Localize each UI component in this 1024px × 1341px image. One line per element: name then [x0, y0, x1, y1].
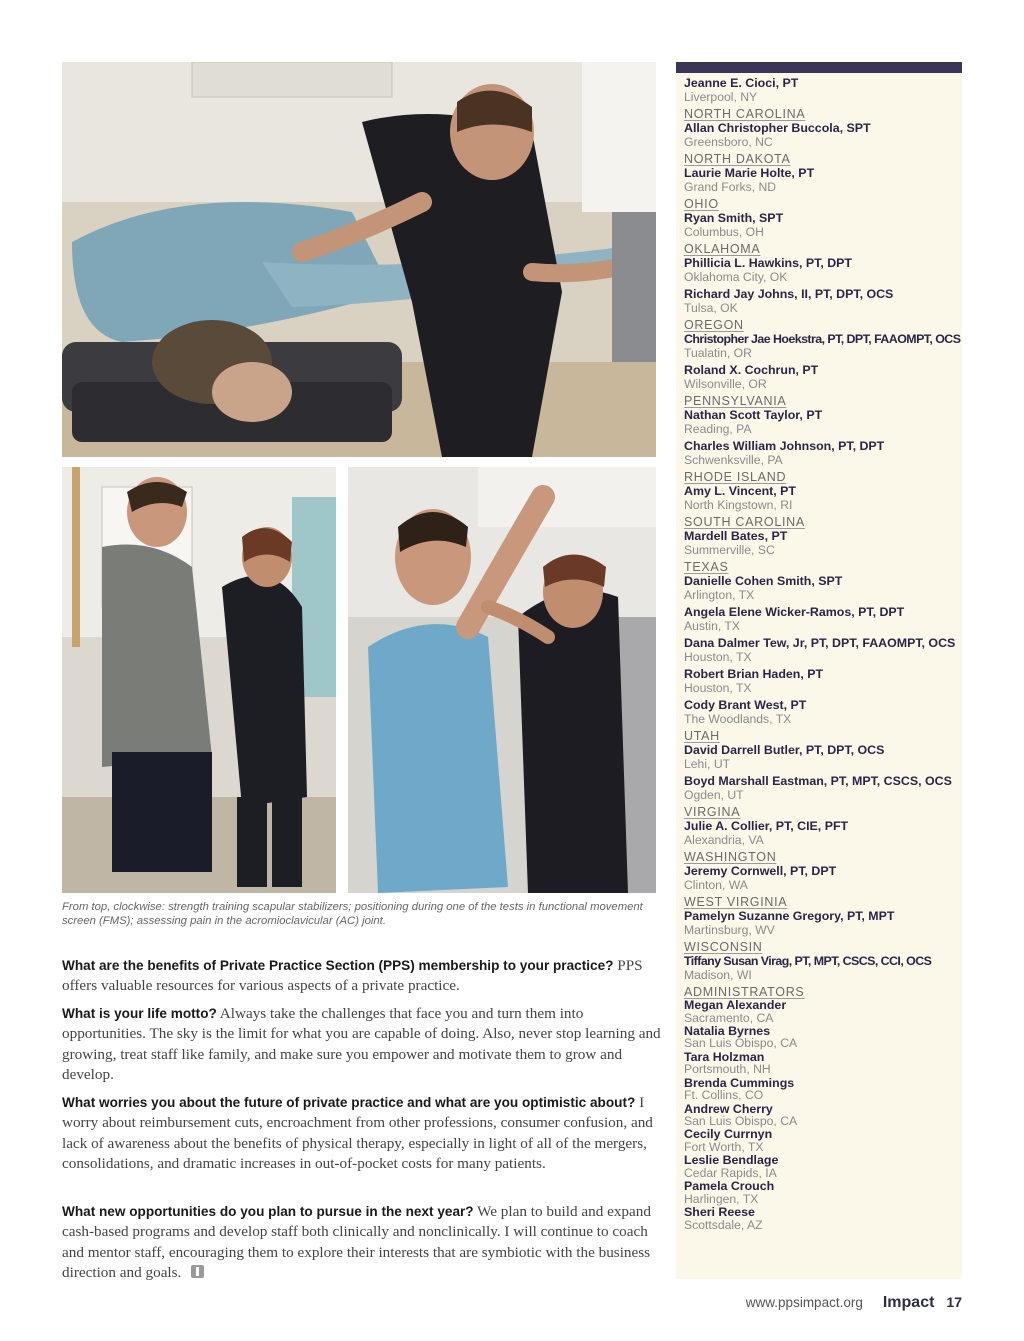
member-name: Jeremy Cornwell, PT, DPT	[684, 864, 837, 878]
state-heading: OKLAHOMA	[684, 242, 761, 256]
state-heading: OHIO	[684, 197, 719, 211]
magazine-name: Impact	[882, 1294, 935, 1311]
member-location: North Kingstown, RI	[684, 498, 793, 512]
member-name: Laurie Marie Holte, PT	[684, 166, 815, 180]
photo-caption: From top, clockwise: strength training scapular stabilizers; positioning during one of the tests in functional movement screen (FMS); assessing pain in the acromioclavicular (AC) joint.	[62, 901, 643, 927]
administrator-name: Megan Alexander	[684, 998, 787, 1012]
member-location: Madison, WI	[684, 968, 752, 982]
member-location: The Woodlands, TX	[684, 712, 792, 726]
photo-bottom-left-image	[62, 467, 336, 893]
administrators-list	[684, 999, 962, 1232]
qa-item-3	[62, 1093, 662, 1174]
state-heading: OREGON	[684, 318, 744, 332]
member-name: Angela Elene Wicker-Ramos, PT, DPT	[684, 605, 905, 619]
member-location: Oklahoma City, OK	[684, 270, 788, 284]
qa-answer: We plan to build and expand cash-based programs and develop staff both clinically and nonclinically. I will continue to coach and mentor staff, encouraging them to explore their interests that are symbiotic with the business direction and goals.	[62, 1203, 651, 1281]
member-name: Richard Jay Johns, II, PT, DPT, OCS	[684, 287, 894, 301]
administrator-name: Pamela Crouch	[684, 1179, 775, 1194]
state-group	[684, 895, 962, 937]
administrator-location: Ft. Collins, CO	[684, 1088, 764, 1103]
member-location: Liverpool, NY	[684, 90, 758, 104]
state-group	[684, 394, 962, 467]
member-name: Boyd Marshall Eastman, PT, MPT, CSCS, OCS	[684, 774, 952, 788]
member-location: Columbus, OH	[684, 225, 764, 239]
member-location: Tualatin, OR	[684, 346, 752, 360]
member-location: Arlington, TX	[684, 588, 755, 602]
state-heading: NORTH CAROLINA	[684, 107, 806, 121]
administrator-location: Scottsdale, AZ	[684, 1217, 763, 1232]
photo-top	[62, 62, 656, 457]
administrator-location: Cedar Rapids, IA	[684, 1165, 777, 1180]
member-location: Lehi, UT	[684, 757, 731, 771]
state-group	[684, 107, 962, 149]
state-group	[684, 152, 962, 194]
qa-question: What are the benefits of Private Practice Section (PPS) membership to your practice?	[62, 958, 614, 973]
member-location: Clinton, WA	[684, 878, 748, 892]
member-location: Grand Forks, ND	[684, 180, 777, 194]
state-heading: PENNSYLVANIA	[684, 394, 787, 408]
member-location: Wilsonville, OR	[684, 377, 767, 391]
state-heading: ADMINISTRATORS	[684, 985, 805, 999]
member-location: Austin, TX	[684, 619, 740, 633]
qa-answer: PPS offers valuable resources for various aspects of a private practice.	[62, 957, 643, 995]
qa-item-4	[62, 1202, 662, 1283]
member-location: Martinsburg, WV	[684, 923, 775, 937]
state-group	[684, 560, 962, 726]
page-number: 17	[946, 1294, 962, 1310]
member-location: Houston, TX	[684, 650, 752, 664]
member-name: Christopher Jae Hoekstra, PT, DPT, FAAOMPT, OCS	[684, 332, 961, 346]
member-name: Ryan Smith, SPT	[684, 211, 784, 225]
sidebar-accent-bar	[676, 62, 962, 73]
member-location: Summerville, SC	[684, 543, 775, 557]
members-sidebar	[676, 62, 962, 1279]
member-name: Jeanne E. Cioci, PT	[684, 76, 799, 90]
state-heading: VIRGINA	[684, 805, 741, 819]
administrator-location: Portsmouth, NH	[684, 1062, 771, 1077]
member-name: David Darrell Butler, PT, DPT, OCS	[684, 743, 885, 757]
photo-bottom-right	[348, 467, 656, 893]
qa-question: What new opportunities do you plan to pursue in the next year?	[62, 1204, 474, 1219]
state-heading: UTAH	[684, 729, 720, 743]
qa-item-1	[62, 956, 662, 997]
member-name: Charles William Johnson, PT, DPT	[684, 439, 885, 453]
member-name: Amy L. Vincent, PT	[684, 484, 796, 498]
administrator-location: Fort Worth, TX	[684, 1140, 764, 1155]
member-location: Houston, TX	[684, 681, 752, 695]
qa-answer: Always take the challenges that face you and turn them into opportunities. The sky is the limit for what you are capable of doing. Also, never stop learning and growing, treat staff like family, and make sure you empower and motivate them to grow and develop.	[62, 1005, 661, 1083]
member-name: Dana Dalmer Tew, Jr, PT, DPT, FAAOMPT, OCS	[684, 636, 956, 650]
footer-url[interactable]: www.ppsimpact.org	[745, 1295, 863, 1310]
member-name: Nathan Scott Taylor, PT	[684, 408, 823, 422]
state-heading: NORTH DAKOTA	[684, 152, 791, 166]
sidebar-entries	[676, 73, 962, 1232]
state-group	[684, 940, 962, 982]
state-heading: SOUTH CAROLINA	[684, 515, 805, 529]
administrator-location: Sacramento, CA	[684, 1010, 774, 1025]
state-group	[684, 515, 962, 557]
qa-answer: I worry about reimbursement cuts, encroachment from other professions, consumer confusion, and lack of awareness about the benefits of physical therapy, especially in light of all of the mergers, consolidations, and dramatic increases in out-of-pocket costs for many patients.	[62, 1094, 653, 1172]
member-name: Roland X. Cochrun, PT	[684, 363, 819, 377]
member-name: Phillicia L. Hawkins, PT, DPT	[684, 256, 853, 270]
member-location: Schwenksville, PA	[684, 453, 783, 467]
qa-question: What worries you about the future of private practice and what are you optimistic about?	[62, 1095, 636, 1110]
photo-bottom-left	[62, 467, 336, 893]
state-group	[684, 242, 962, 315]
photo-bottom-right-image	[348, 467, 656, 893]
administrators-section	[684, 985, 962, 1232]
page-footer	[746, 1294, 962, 1316]
qa-item-2	[62, 1004, 662, 1085]
state-heading: TEXAS	[684, 560, 729, 574]
state-group	[684, 805, 962, 847]
member-location: Tulsa, OK	[684, 301, 738, 315]
state-heading: WASHINGTON	[684, 850, 777, 864]
member-name: Allan Christopher Buccola, SPT	[684, 121, 871, 135]
end-of-article-icon	[191, 1265, 204, 1278]
member-name: Pamelyn Suzanne Gregory, PT, MPT	[684, 909, 895, 923]
administrator-name: Brenda Cummings	[684, 1075, 795, 1090]
administrator-name: Natalia Byrnes	[684, 1023, 771, 1038]
state-group	[684, 197, 962, 239]
member-location: Alexandria, VA	[684, 833, 764, 847]
state-group	[684, 729, 962, 802]
state-list	[684, 107, 962, 982]
qa-question: What is your life motto?	[62, 1006, 217, 1021]
administrator-location: San Luis Obispo, CA	[684, 1036, 798, 1051]
administrator-location: San Luis Obispo, CA	[684, 1114, 798, 1129]
state-group	[684, 470, 962, 512]
state-heading: WEST VIRGINIA	[684, 895, 788, 909]
member-name: Julie A. Collier, PT, CIE, PFT	[684, 819, 849, 833]
administrator-name: Andrew Cherry	[684, 1101, 773, 1116]
member-name: Robert Brian Haden, PT	[684, 667, 824, 681]
state-heading: WISCONSIN	[684, 940, 763, 954]
administrator-name: Leslie Bendlage	[684, 1153, 779, 1168]
administrator-location: Harlingen, TX	[684, 1191, 759, 1206]
state-group	[684, 318, 962, 391]
state-group	[684, 850, 962, 892]
member-name: Cody Brant West, PT	[684, 698, 807, 712]
member-location: Reading, PA	[684, 422, 752, 436]
administrator-name: Tara Holzman	[684, 1049, 765, 1064]
member-location: Ogden, UT	[684, 788, 744, 802]
administrator-name: Cecily Currnyn	[684, 1127, 773, 1142]
member-name: Tiffany Susan Virag, PT, MPT, CSCS, CCI, OCS	[684, 954, 932, 968]
member-name: Mardell Bates, PT	[684, 529, 788, 543]
member-name: Danielle Cohen Smith, SPT	[684, 574, 843, 588]
state-heading: RHODE ISLAND	[684, 470, 787, 484]
photo-top-image	[62, 62, 656, 457]
administrator-name: Sheri Reese	[684, 1205, 755, 1220]
member-location: Greensboro, NC	[684, 135, 773, 149]
